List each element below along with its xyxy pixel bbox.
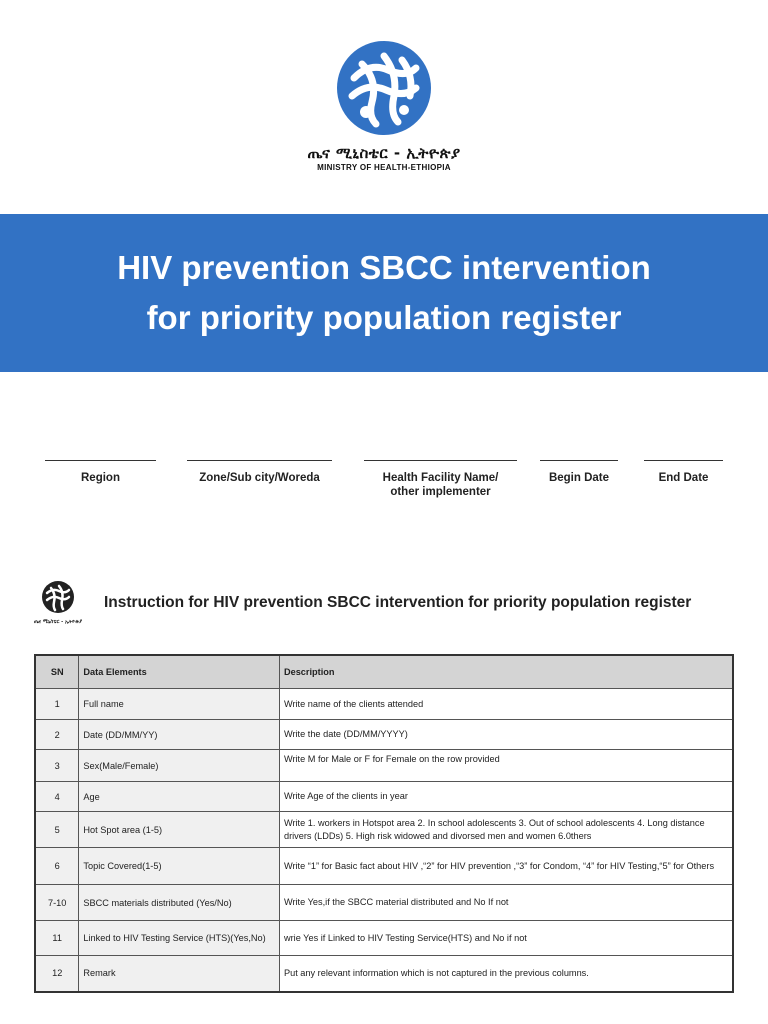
row-sn: 7-10 bbox=[35, 885, 79, 921]
row-sn: 5 bbox=[35, 812, 79, 848]
table-row bbox=[35, 782, 733, 812]
row-description: Write Age of the clients in year bbox=[279, 782, 733, 812]
end-date-label: End Date bbox=[658, 472, 709, 484]
facility-field-line bbox=[364, 460, 517, 461]
zone-label: Zone/Sub city/Woreda bbox=[199, 472, 320, 484]
table-row bbox=[35, 812, 733, 848]
begin-date-label: Begin Date bbox=[548, 472, 610, 484]
row-data-element: Topic Covered(1-5) bbox=[79, 848, 280, 885]
begin-date-field[interactable] bbox=[540, 460, 618, 484]
title-banner bbox=[0, 214, 768, 372]
region-label: Region bbox=[81, 472, 120, 484]
banner-title-line-1: HIV prevention SBCC intervention bbox=[117, 249, 651, 286]
begin-date-field-line bbox=[540, 460, 618, 461]
table-row bbox=[35, 885, 733, 921]
header-logo-block bbox=[0, 40, 768, 172]
row-data-element: Date (DD/MM/YY) bbox=[79, 720, 280, 750]
instruction-table bbox=[34, 654, 734, 993]
small-logo-amharic: ጤና ሚኒስቴር - ኢትዮጵያ bbox=[33, 619, 83, 625]
region-field[interactable] bbox=[45, 460, 156, 484]
row-data-element: Linked to HIV Testing Service (HTS)(Yes,No) bbox=[79, 921, 280, 956]
ministry-amharic-name: ጤና ሚኒስቴር - ኢትዮጵያ bbox=[307, 144, 461, 162]
end-date-field-line bbox=[644, 460, 723, 461]
table-row bbox=[35, 750, 733, 782]
facility-field[interactable] bbox=[364, 460, 517, 498]
end-date-field[interactable] bbox=[644, 460, 723, 484]
row-description: Write the date (DD/MM/YYYY) bbox=[279, 720, 733, 750]
zone-field-line bbox=[187, 460, 332, 461]
row-description: Write Yes,if the SBCC material distributed and No If not bbox=[279, 885, 733, 921]
header-sn: SN bbox=[35, 655, 79, 689]
facility-label-line-2: other implementer bbox=[390, 486, 491, 498]
header-data-elements: Data Elements bbox=[79, 655, 280, 689]
table-row bbox=[35, 956, 733, 992]
row-description: Put any relevant information which is not captured in the previous columns. bbox=[279, 956, 733, 992]
table-row bbox=[35, 689, 733, 720]
ministry-of-health-logo-icon bbox=[336, 40, 432, 136]
ministry-english-name: MINISTRY OF HEALTH-ETHIOPIA bbox=[317, 163, 451, 172]
zone-field[interactable] bbox=[187, 460, 332, 484]
row-description: Write “1” for Basic fact about HIV ,“2” for HIV prevention ,“3” for Condom, “4” for HIV Testing,“5” for Others bbox=[279, 848, 733, 885]
row-data-element: Remark bbox=[79, 956, 280, 992]
row-sn: 6 bbox=[35, 848, 79, 885]
row-sn: 12 bbox=[35, 956, 79, 992]
row-description: Write M for Male or F for Female on the row provided bbox=[279, 750, 733, 782]
banner-title-line-2: for priority population register bbox=[146, 299, 622, 336]
row-sn: 1 bbox=[35, 689, 79, 720]
row-sn: 3 bbox=[35, 750, 79, 782]
row-data-element: SBCC materials distributed (Yes/No) bbox=[79, 885, 280, 921]
row-sn: 4 bbox=[35, 782, 79, 812]
small-logo-block bbox=[30, 580, 86, 625]
row-data-element: Full name bbox=[79, 689, 280, 720]
region-field-line bbox=[45, 460, 156, 461]
table-row bbox=[35, 848, 733, 885]
row-data-element: Hot Spot area (1-5) bbox=[79, 812, 280, 848]
row-data-element: Age bbox=[79, 782, 280, 812]
header-description: Description bbox=[279, 655, 733, 689]
row-description: wrie Yes if Linked to HIV Testing Service(HTS) and No if not bbox=[279, 921, 733, 956]
instruction-title: Instruction for HIV prevention SBCC intervention for priority population register bbox=[104, 594, 692, 611]
row-sn: 11 bbox=[35, 921, 79, 956]
row-description: Write 1. workers in Hotspot area 2. In school adolescents 3. Out of school adolescents 4. Long distance drivers (LDDs) 5. High risk widowed and divorsed men and women 6.0thers bbox=[279, 812, 733, 848]
row-description: Write name of the clients attended bbox=[279, 689, 733, 720]
table-row bbox=[35, 720, 733, 750]
small-ministry-logo-icon bbox=[41, 580, 75, 614]
row-data-element: Sex(Male/Female) bbox=[79, 750, 280, 782]
facility-label-line-1: Health Facility Name/ bbox=[382, 472, 499, 484]
table-row bbox=[35, 921, 733, 956]
table-header-row bbox=[35, 655, 733, 689]
row-sn: 2 bbox=[35, 720, 79, 750]
